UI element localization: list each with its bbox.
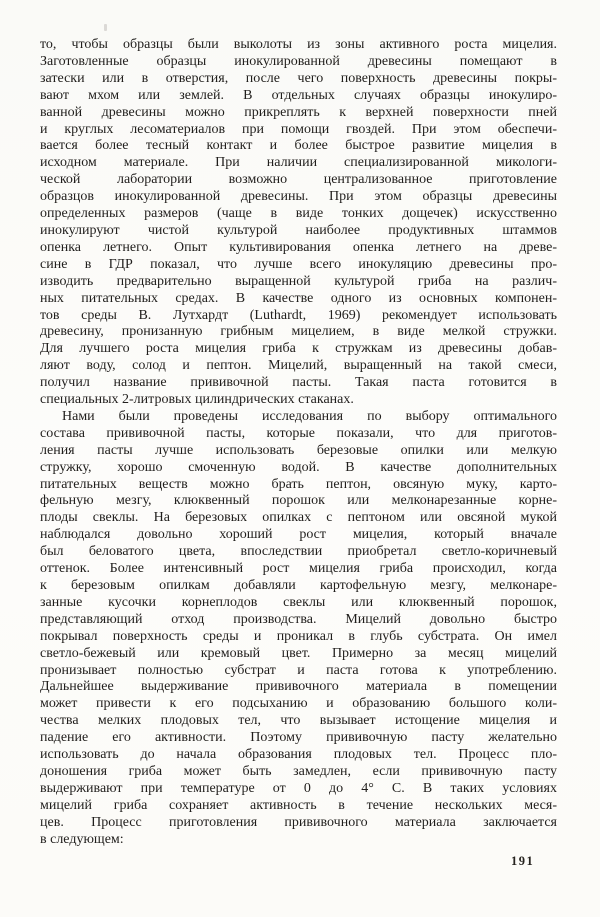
text-line: светло-бежевый или кремовый цвет. Примерно за месяц мицелий [40,645,557,661]
text-line: выдерживают при температуре от 0 до 4° С. В таких условиях [40,780,557,796]
text-line: фельную мезгу, клюквенный порошок или мелконарезанные корне- [40,493,557,509]
text-line: изводить предварительно выращенной культурой гриба на различ- [40,273,557,289]
text-line: состава прививочной пасты, которые показали, что для приготов- [40,425,557,441]
text-line: покрывал поверхность среды и проникал в глубь субстрата. Он имел [40,628,557,644]
text-line: представляющий отход производства. Мицелий довольно быстро [40,611,557,627]
text-line: ляют воду, солод и пептон. Мицелий, выращенный на такой смеси, [40,358,557,374]
text-line: древесину, пронизанную грибным мицелием, в виде мелкой стружки. [40,324,557,340]
text-line: наблюдался довольно хороший рост мицелия, который вначале [40,527,557,543]
text-line: инокулируют чистой культурой наиболее продуктивных штаммов [40,222,557,238]
text-line: ных питательных средах. В качестве одного из основных компонен- [40,290,557,306]
text-line: специальных 2-литровых цилиндрических стаканах. [40,392,354,408]
text-line: образцов инокулированной древесины. При этом образцы древесины [40,189,557,205]
scan-speck [104,24,107,31]
text-line: Нами были проведены исследования по выбору оптимального [62,408,557,424]
text-line: опенка летнего. Опыт культивирования опенка летнего на древе- [40,239,557,255]
text-line: ления пасты лучше использовать березовые опилки или мелкую [40,442,557,458]
page-number: 191 [511,854,535,868]
text-line: тов среды В. Лутхардт (Luthardt, 1969) рекомендует использовать [40,307,557,323]
text-line: затески или в отверстия, после чего поверхность древесины покры- [40,70,557,86]
text-line: получил название прививочной пасты. Такая паста готовится в [40,375,557,391]
text-line: плоды свеклы. На березовых опилках с пептоном или овсяной мукой [40,510,557,526]
text-line: чества мелких плодовых тел, что вызывает истощение мицелия и [40,713,557,729]
text-line: может привести к его подсыханию и образованию большого коли- [40,696,557,712]
text-line: вают мхом или землей. В отдельных случаях образцы инокулиро- [40,87,557,103]
text-line: питательных веществ можно брать пептон, овсяную муку, карто- [40,476,557,492]
text-line: занные кусочки корнеплодов свеклы или клюквенный порошок, [40,594,557,610]
text-line: Дальнейшее выдерживание прививочного материала в помещении [40,679,557,695]
text-line: Для лучшего роста мицелия гриба к стружкам из древесины добав- [40,341,557,357]
text-line: доношения гриба может быть замедлен, если прививочную пасту [40,763,557,779]
text-line: падение его активности. Поэтому прививочную пасту желательно [40,730,557,746]
text-line: был беловатого цвета, впоследствии приобретал светло-коричневый [40,544,557,560]
text-line: использовать до начала образования плодовых тел. Процесс пло- [40,747,557,763]
text-line: в следующем: [40,831,124,847]
text-line: сине в ГДР показал, что лучше всего инокуляцию древесины про- [40,256,557,272]
text-line: то, чтобы образцы были выколоты из зоны активного роста мицелия. [40,37,557,52]
text-line: исходном материале. При наличии специализированной микологи- [40,155,557,171]
text-line: к березовым опилкам добавляли картофельную мезгу, мелконаре- [40,578,557,593]
text-line: цев. Процесс приготовления прививочного материала заключается [40,814,557,830]
text-line: и круглых лесоматериалов при помощи гвоздей. При этом обеспечи- [40,121,557,137]
text-line: пронизывает полностью субстрат и паста готова к употреблению. [40,662,557,678]
text-line: оттенок. Более интенсивный рост мицелия гриба происходил, когда [40,561,557,577]
text-line: вается более тесный контакт и более быстрое развитие мицелия в [40,138,557,154]
text-line: стружку, хорошо смоченную водой. В качестве дополнительных [40,459,557,475]
text-line: ванной древесины можно прикреплять к верхней поверхности пней [40,104,557,120]
text-line: определенных размеров (чаще в виде тонких дощечек) искусственно [40,206,557,222]
text-line: мицелий гриба сохраняет активность в течение нескольких меся- [40,797,557,813]
text-line: Заготовленные образцы инокулированной древесины помещают в [40,53,557,69]
text-line: ческой лаборатории возможно централизованное приготовление [40,172,557,188]
text-block [40,37,557,849]
